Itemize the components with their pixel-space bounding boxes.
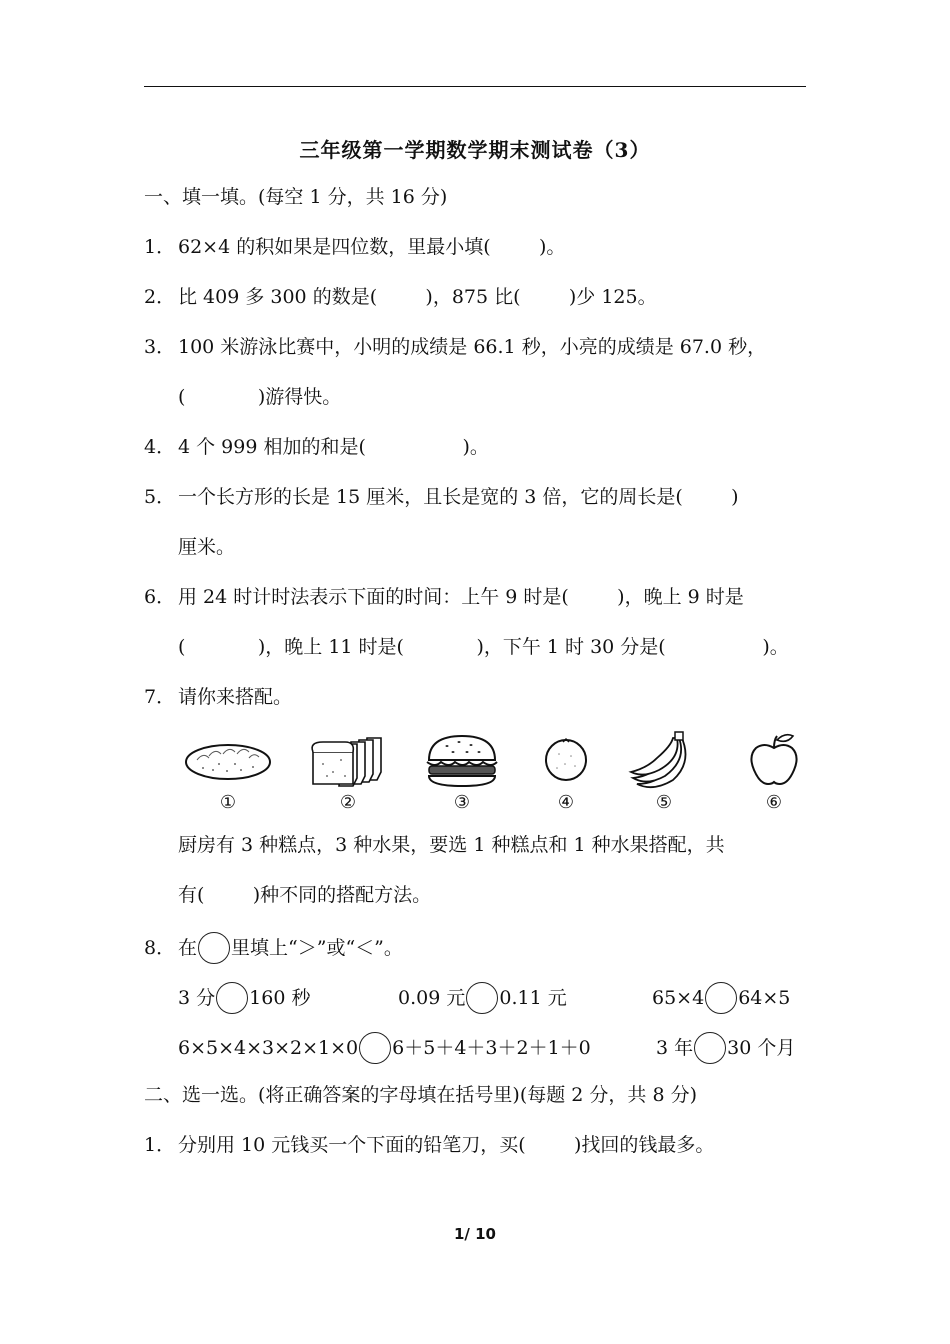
compare-circle[interactable] xyxy=(359,1032,391,1064)
picture-label: ② xyxy=(339,792,357,813)
question-7-text-line1: 厨房有 3 种糕点，3 种水果，要选 1 种糕点和 1 种水果搭配，共 xyxy=(178,834,725,856)
question-text: 分别用 10 元钱买一个下面的铅笔刀，买( )找回的钱最多。 xyxy=(178,1134,715,1156)
compare-item-5 xyxy=(656,1032,795,1064)
picture-5 xyxy=(614,730,714,813)
compare-right: 6＋5＋4＋3＋2＋1＋0 xyxy=(392,1037,591,1059)
picture-2 xyxy=(298,730,398,813)
page-title: 三年级第一学期数学期末测试卷（3） xyxy=(299,138,651,162)
compare-item-2 xyxy=(398,982,567,1014)
question-3 xyxy=(144,334,766,360)
question-7-text-line2: 有( )种不同的搭配方法。 xyxy=(178,884,432,906)
question-6-continued: ( )，晚上 11 时是( )，下午 1 时 30 分是( )。 xyxy=(178,636,789,658)
question-text-pre: 在 xyxy=(178,937,198,959)
question-number: 1． xyxy=(144,1134,176,1156)
picture-label: ③ xyxy=(453,792,471,813)
compare-circle-example xyxy=(198,932,230,964)
question-number: 7． xyxy=(144,686,176,708)
compare-item-1 xyxy=(178,982,310,1014)
compare-circle[interactable] xyxy=(466,982,498,1014)
compare-circle[interactable] xyxy=(705,982,737,1014)
section2-heading: 二、选一选。(将正确答案的字母填在括号里)(每题 2 分，共 8 分) xyxy=(144,1084,697,1106)
question-text: 62×4 的积如果是四位数，里最小填( )。 xyxy=(178,236,566,258)
picture-label: ⑤ xyxy=(655,792,673,813)
orange-icon xyxy=(521,730,611,790)
question-number: 3． xyxy=(144,336,176,358)
picture-6 xyxy=(724,730,824,813)
compare-left: 6×5×4×3×2×1×0 xyxy=(178,1037,359,1059)
picture-4 xyxy=(516,730,616,813)
compare-item-4 xyxy=(178,1032,591,1064)
picture-label: ④ xyxy=(557,792,575,813)
compare-circle[interactable] xyxy=(694,1032,726,1064)
compare-item-3 xyxy=(652,982,790,1014)
question-number: 1． xyxy=(144,236,176,258)
apple-icon xyxy=(729,730,819,790)
question-8 xyxy=(144,932,403,964)
question-number: 2． xyxy=(144,286,176,308)
picture-label: ① xyxy=(219,792,237,813)
question-4 xyxy=(144,434,489,460)
question-number: 4． xyxy=(144,436,176,458)
question-1 xyxy=(144,234,565,260)
compare-right: 30 个月 xyxy=(727,1037,796,1059)
question-text: 100 米游泳比赛中，小明的成绩是 66.1 秒，小亮的成绩是 67.0 秒， xyxy=(178,336,767,358)
compare-left: 65×4 xyxy=(652,987,705,1009)
question-text: 4 个 999 相加的和是( )。 xyxy=(178,436,489,458)
section2-question-1 xyxy=(144,1132,714,1158)
food-pictures xyxy=(178,730,818,820)
banana-icon xyxy=(619,730,709,790)
question-text: 比 409 多 300 的数是( )，875 比( )少 125。 xyxy=(178,286,657,308)
question-number: 6． xyxy=(144,586,176,608)
question-text: 用 24 时计时法表示下面的时间：上午 9 时是( )，晚上 9 时是 xyxy=(178,586,744,608)
picture-3 xyxy=(412,730,512,813)
compare-left: 3 年 xyxy=(656,1037,694,1059)
question-7 xyxy=(144,684,292,710)
section1-heading: 一、填一填。(每空 1 分，共 16 分) xyxy=(144,186,448,208)
compare-left: 0.09 元 xyxy=(398,987,466,1009)
compare-left: 3 分 xyxy=(178,987,216,1009)
sliced-bread-icon xyxy=(303,730,393,790)
hamburger-icon xyxy=(417,730,507,790)
question-number: 8． xyxy=(144,937,176,959)
bread-loaf-icon xyxy=(183,730,273,790)
compare-right: 0.11 元 xyxy=(499,987,567,1009)
picture-1 xyxy=(178,730,278,813)
question-5 xyxy=(144,484,739,510)
question-6 xyxy=(144,584,744,610)
question-text: 请你来搭配。 xyxy=(178,686,293,708)
question-3-continued: ( )游得快。 xyxy=(178,386,342,408)
compare-circle[interactable] xyxy=(216,982,248,1014)
header-rule xyxy=(144,86,806,87)
compare-right: 64×5 xyxy=(738,987,791,1009)
page-number: 1/ 10 xyxy=(453,1225,496,1243)
question-text: 一个长方形的长是 15 厘米，且长是宽的 3 倍，它的周长是( ) xyxy=(178,486,739,508)
picture-label: ⑥ xyxy=(765,792,783,813)
question-2 xyxy=(144,284,657,310)
question-text-post: 里填上“＞”或“＜”。 xyxy=(231,937,403,959)
compare-right: 160 秒 xyxy=(249,987,311,1009)
question-5-continued: 厘米。 xyxy=(178,536,236,558)
question-number: 5． xyxy=(144,486,176,508)
